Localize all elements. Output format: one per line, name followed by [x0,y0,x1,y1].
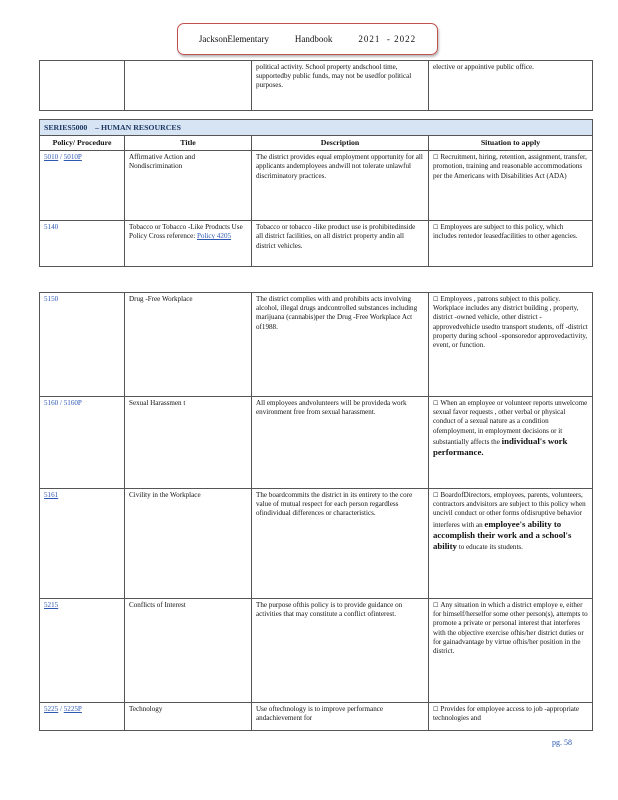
situation-text: Provides for employee access to job -appropriate technologies and [433,705,580,723]
description-cell: Tobacco or tobacco -like product use is prohibitedinside all district facilities, on all district property andin all district vehicles. [252,221,429,267]
header-school: JacksonElementary [198,34,269,44]
checkbox-icon: ☐ [433,224,439,232]
description-cell: The district provides equal employment opportunity for all applicants andemployees andwill not tolerate unlawful discriminatory practices. [252,151,429,221]
col-situation: Situation to apply [429,136,593,151]
description-cell: All employees andvolunteers will be provideda work environment free from sexual harassment. [252,397,429,489]
header-doc: Handbook [294,34,333,44]
policy-link[interactable]: 5215 [44,601,59,609]
policy-number: 5150 [44,295,59,303]
title-text: Tobacco or Tobacco -Like Products Use Policy Cross reference: [129,223,243,241]
procedure-number: 5160P [63,399,82,407]
description-cell: The district complies with and prohibits acts involving alcohol, illegal drugs andcontrolled substances including marijuana (cannabis)per the Drug -Free Workplace Act of1988. [252,293,429,397]
checkbox-icon: ☐ [433,706,439,713]
title-cell: Sexual Harassmen t [125,397,252,489]
title-cell: Conflicts of Interest [125,599,252,703]
title-cell: Technology [125,703,252,731]
situation-emphasis: employee's ability to accomplish their work and a school's ability [433,518,572,552]
table-row [40,599,593,703]
table-row: 5160 / 5160P Sexual Harassmen t All employees andvolunteers will be provideda work environment free from sexual harassment. ☐ When an employee or volunteer reports unwelcome sexual favor requests , other verbal or physical conduct of a sexual nature as a condition ofemployment, in employment decisions or it substantially affects the individual's work performance. [40,397,593,489]
table-row: 5225 / 5225P Technology Use oftechnology is to improve performance andachievement for ☐ Provides for employee access to job -appropriate technologies and [40,703,593,731]
situation-text: Employees , patrons subject to this policy. Workplace includes any district building , property, district -owned vehicle, other district -approvedvehicle usedto transport students, off -district property during school -sponsoredor approvedactivity, event, or function. [433,295,588,350]
situation-cell: elective or appointive public office. [429,61,593,111]
description-cell: The boardcommits the district in its entirety to the core value of mutual respect for each person regardless ofindividual differences or characteristics. [252,489,429,599]
situation-end: to educate its students. [458,543,523,552]
title-cell: Drug -Free Workplace [125,293,252,397]
situation-text: Any situation in which a district employe e, either for himself/herselfor some other person(s), attempts to promote a private or personal interest that interferes with the objective exercise ofhis/her district duties or for gainadvantage by virtue ofhis/her position in the district. [433,601,588,656]
column-headers [40,136,593,151]
situation-text: When an employee or volunteer reports unwelcome sexual favor requests , other verbal or physical conduct of a sexual nature as a condition ofemployment, in employment decisions or it substantially affects the [433,399,588,446]
series-row [40,120,593,136]
policy-link[interactable]: 5225 [44,705,59,713]
situation-text: Recruitment, hiring, retention, assignment, transfer, promotion, training and reasonable accommodations per the Americans with Disabilities Act (ADA) [433,153,587,180]
cross-reference-link[interactable]: Policy 4205 [196,232,232,241]
checkbox-icon: ☐ [433,602,439,609]
description-cell: political activity. School property andschool time, supportedby public funds, may not be usedfor political purposes. [252,61,429,111]
title-cell: Civility in the Workplace [125,489,252,599]
col-title: Title [125,136,252,151]
table-row [40,221,593,267]
table-row [40,293,593,397]
checkbox-icon: ☐ [433,400,439,407]
checkbox-icon: ☐ [433,296,439,303]
table-row [40,489,593,599]
policy-table-continued [39,292,593,731]
procedure-link[interactable]: 5010P [63,153,82,162]
col-policy: Policy/ Procedure [40,136,125,151]
situation-text: Employees are subject to this policy, which includes rentedor leasedfacilities to other agencies. [433,223,578,241]
title-cell: Affirmative Action and Nondiscrimination [125,151,252,221]
policy-table [39,119,593,267]
policy-number: 5160 [44,399,59,407]
table-row [40,61,593,111]
situation-emphasis: individual's work performance. [433,435,568,458]
policy-number: 5140 [44,223,59,232]
procedure-link[interactable]: 5225P [63,705,82,713]
description-cell: The purpose ofthis policy is to provide guidance on activities that may constitute a conflict ofinterest. [252,599,429,703]
page-number: pg. 58 [552,738,572,747]
continued-table [39,60,593,111]
situation-text: BoardofDirectors, employees, parents, volunteers, contractors andvisitors are subject to this policy when uncivil conduct or other forms ofdisruptive behavior interferes with an [433,491,586,529]
header-year: 2021 - 2022 [358,34,417,44]
policy-link[interactable]: 5161 [44,491,59,499]
checkbox-icon: ☐ [433,154,439,162]
col-description: Description [252,136,429,151]
table-row: 5010 / 5010P Affirmative Action and Nondiscrimination The district provides equal employment opportunity for all applicants andemployees andwill not tolerate unlawful discriminatory practices. ☐ Recruitment, hiring, retention, assignment, transfer, promotion, training and reasonable accommodations per the Americans with Disabilities Act (ADA) [40,151,593,221]
series-code: SERIES5000 [44,123,88,132]
series-name: – HUMAN RESOURCES [95,123,181,132]
document-header [177,23,438,55]
description-cell: Use oftechnology is to improve performance andachievement for [252,703,429,731]
checkbox-icon: ☐ [433,492,439,499]
policy-link[interactable]: 5010 [44,153,59,162]
